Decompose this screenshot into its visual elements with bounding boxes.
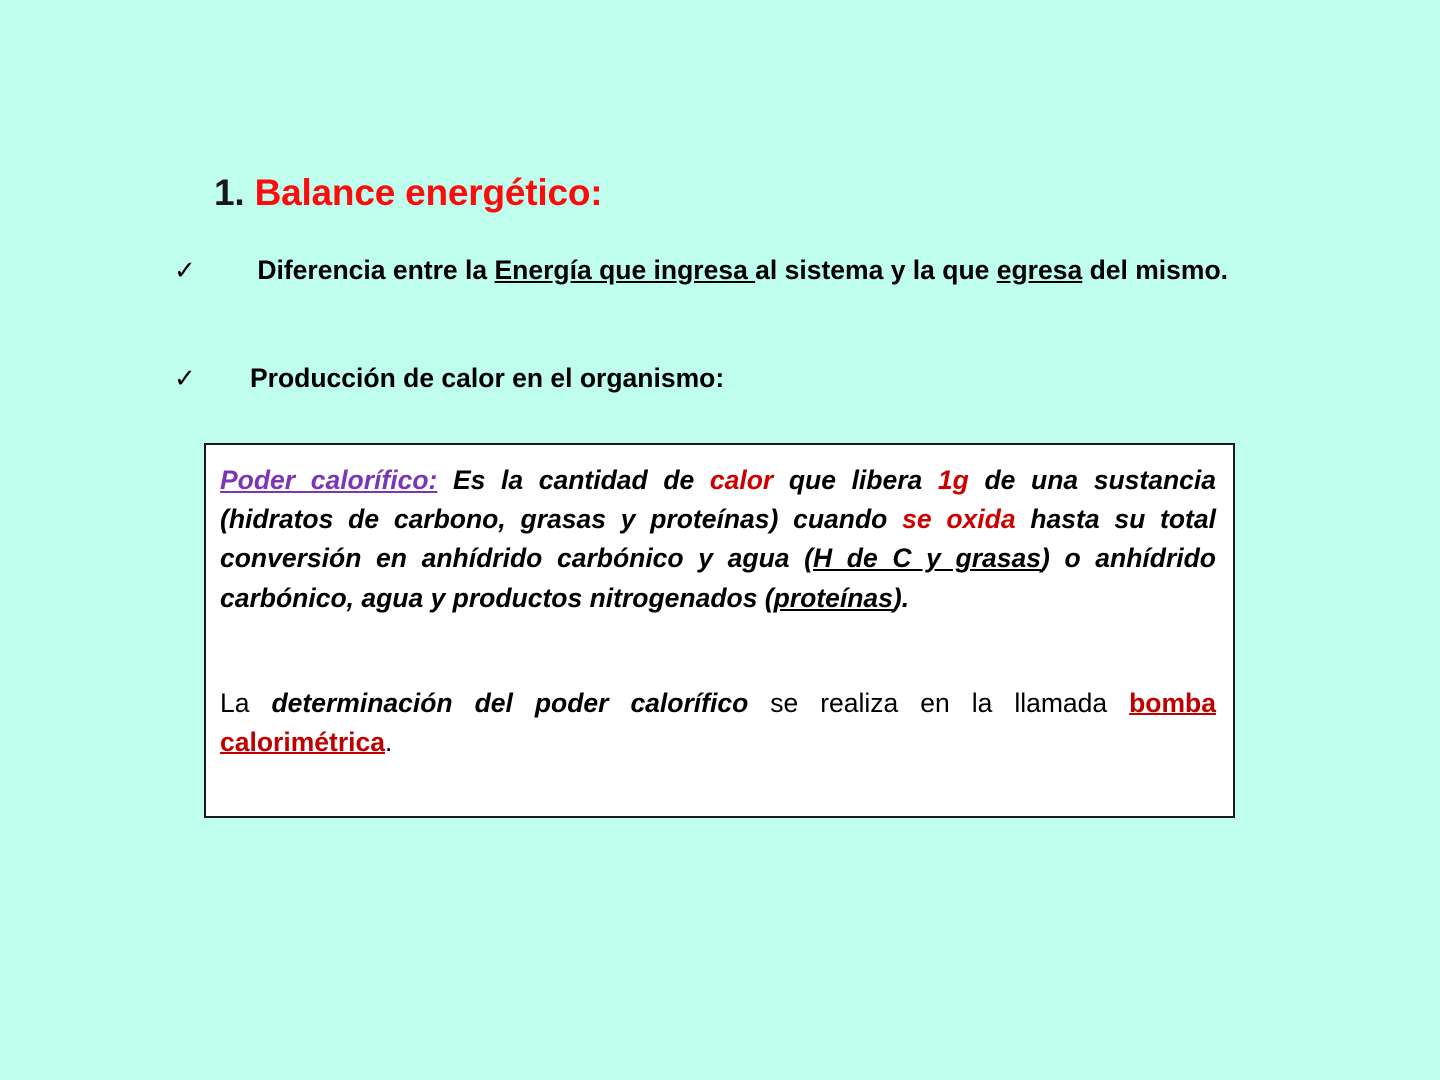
title-heading: Balance energético: bbox=[254, 172, 603, 213]
det-emphasis: determinación del poder calorífico bbox=[271, 687, 749, 718]
def-highlight-calor: calor bbox=[709, 465, 774, 495]
det-part-3: . bbox=[384, 727, 393, 758]
title-number: 1. bbox=[214, 172, 245, 213]
bullet-item-produccion bbox=[174, 360, 1374, 397]
definition-box bbox=[204, 443, 1235, 818]
definition-paragraph bbox=[220, 461, 1216, 618]
bullet1-seg-3: al sistema y la que bbox=[755, 255, 997, 285]
bullet-text-2: Producción de calor en el organismo: bbox=[250, 363, 725, 393]
det-part-2: se realiza en la llamada bbox=[748, 687, 1130, 718]
def-highlight-se-oxida: se oxida bbox=[902, 504, 1016, 535]
bullet-text-1 bbox=[250, 255, 1228, 285]
det-part-1: La bbox=[220, 687, 272, 718]
bullet1-seg-1: Diferencia entre la bbox=[250, 255, 495, 285]
def-part-1: Es la cantidad de bbox=[437, 465, 710, 495]
def-underline-proteinas: proteínas bbox=[773, 582, 893, 613]
def-part-4: hasta su total conversión en anhídrido carbónico y agua ( bbox=[220, 504, 1216, 574]
def-part-2: que libera bbox=[773, 465, 938, 495]
checkmark-icon: ✓ bbox=[174, 255, 196, 285]
bullet1-seg-5: del mismo. bbox=[1082, 255, 1228, 285]
page-title bbox=[214, 172, 1394, 215]
determination-paragraph bbox=[220, 684, 1216, 762]
def-part-6: ). bbox=[892, 582, 910, 613]
bullet-item-diferencia bbox=[174, 252, 1374, 289]
det-highlight-bomba-calorimetrica: bomba calorimétrica bbox=[220, 687, 1216, 758]
bullet1-underline-energia: Energía que ingresa bbox=[494, 255, 756, 285]
def-highlight-1g: 1g bbox=[937, 465, 969, 495]
checkmark-icon: ✓ bbox=[174, 363, 196, 393]
bullet1-underline-egresa: egresa bbox=[996, 255, 1083, 285]
def-underline-h-de-c: H de C y grasas bbox=[812, 543, 1041, 574]
def-part-5: ) o anhídrido carbónico, agua y productos nitrogenados ( bbox=[220, 543, 1216, 613]
term-poder-calorifico: Poder calorífico: bbox=[220, 465, 438, 495]
def-part-3: de una sustancia (hidratos de carbono, grasas y proteínas) cuando bbox=[220, 465, 1216, 535]
